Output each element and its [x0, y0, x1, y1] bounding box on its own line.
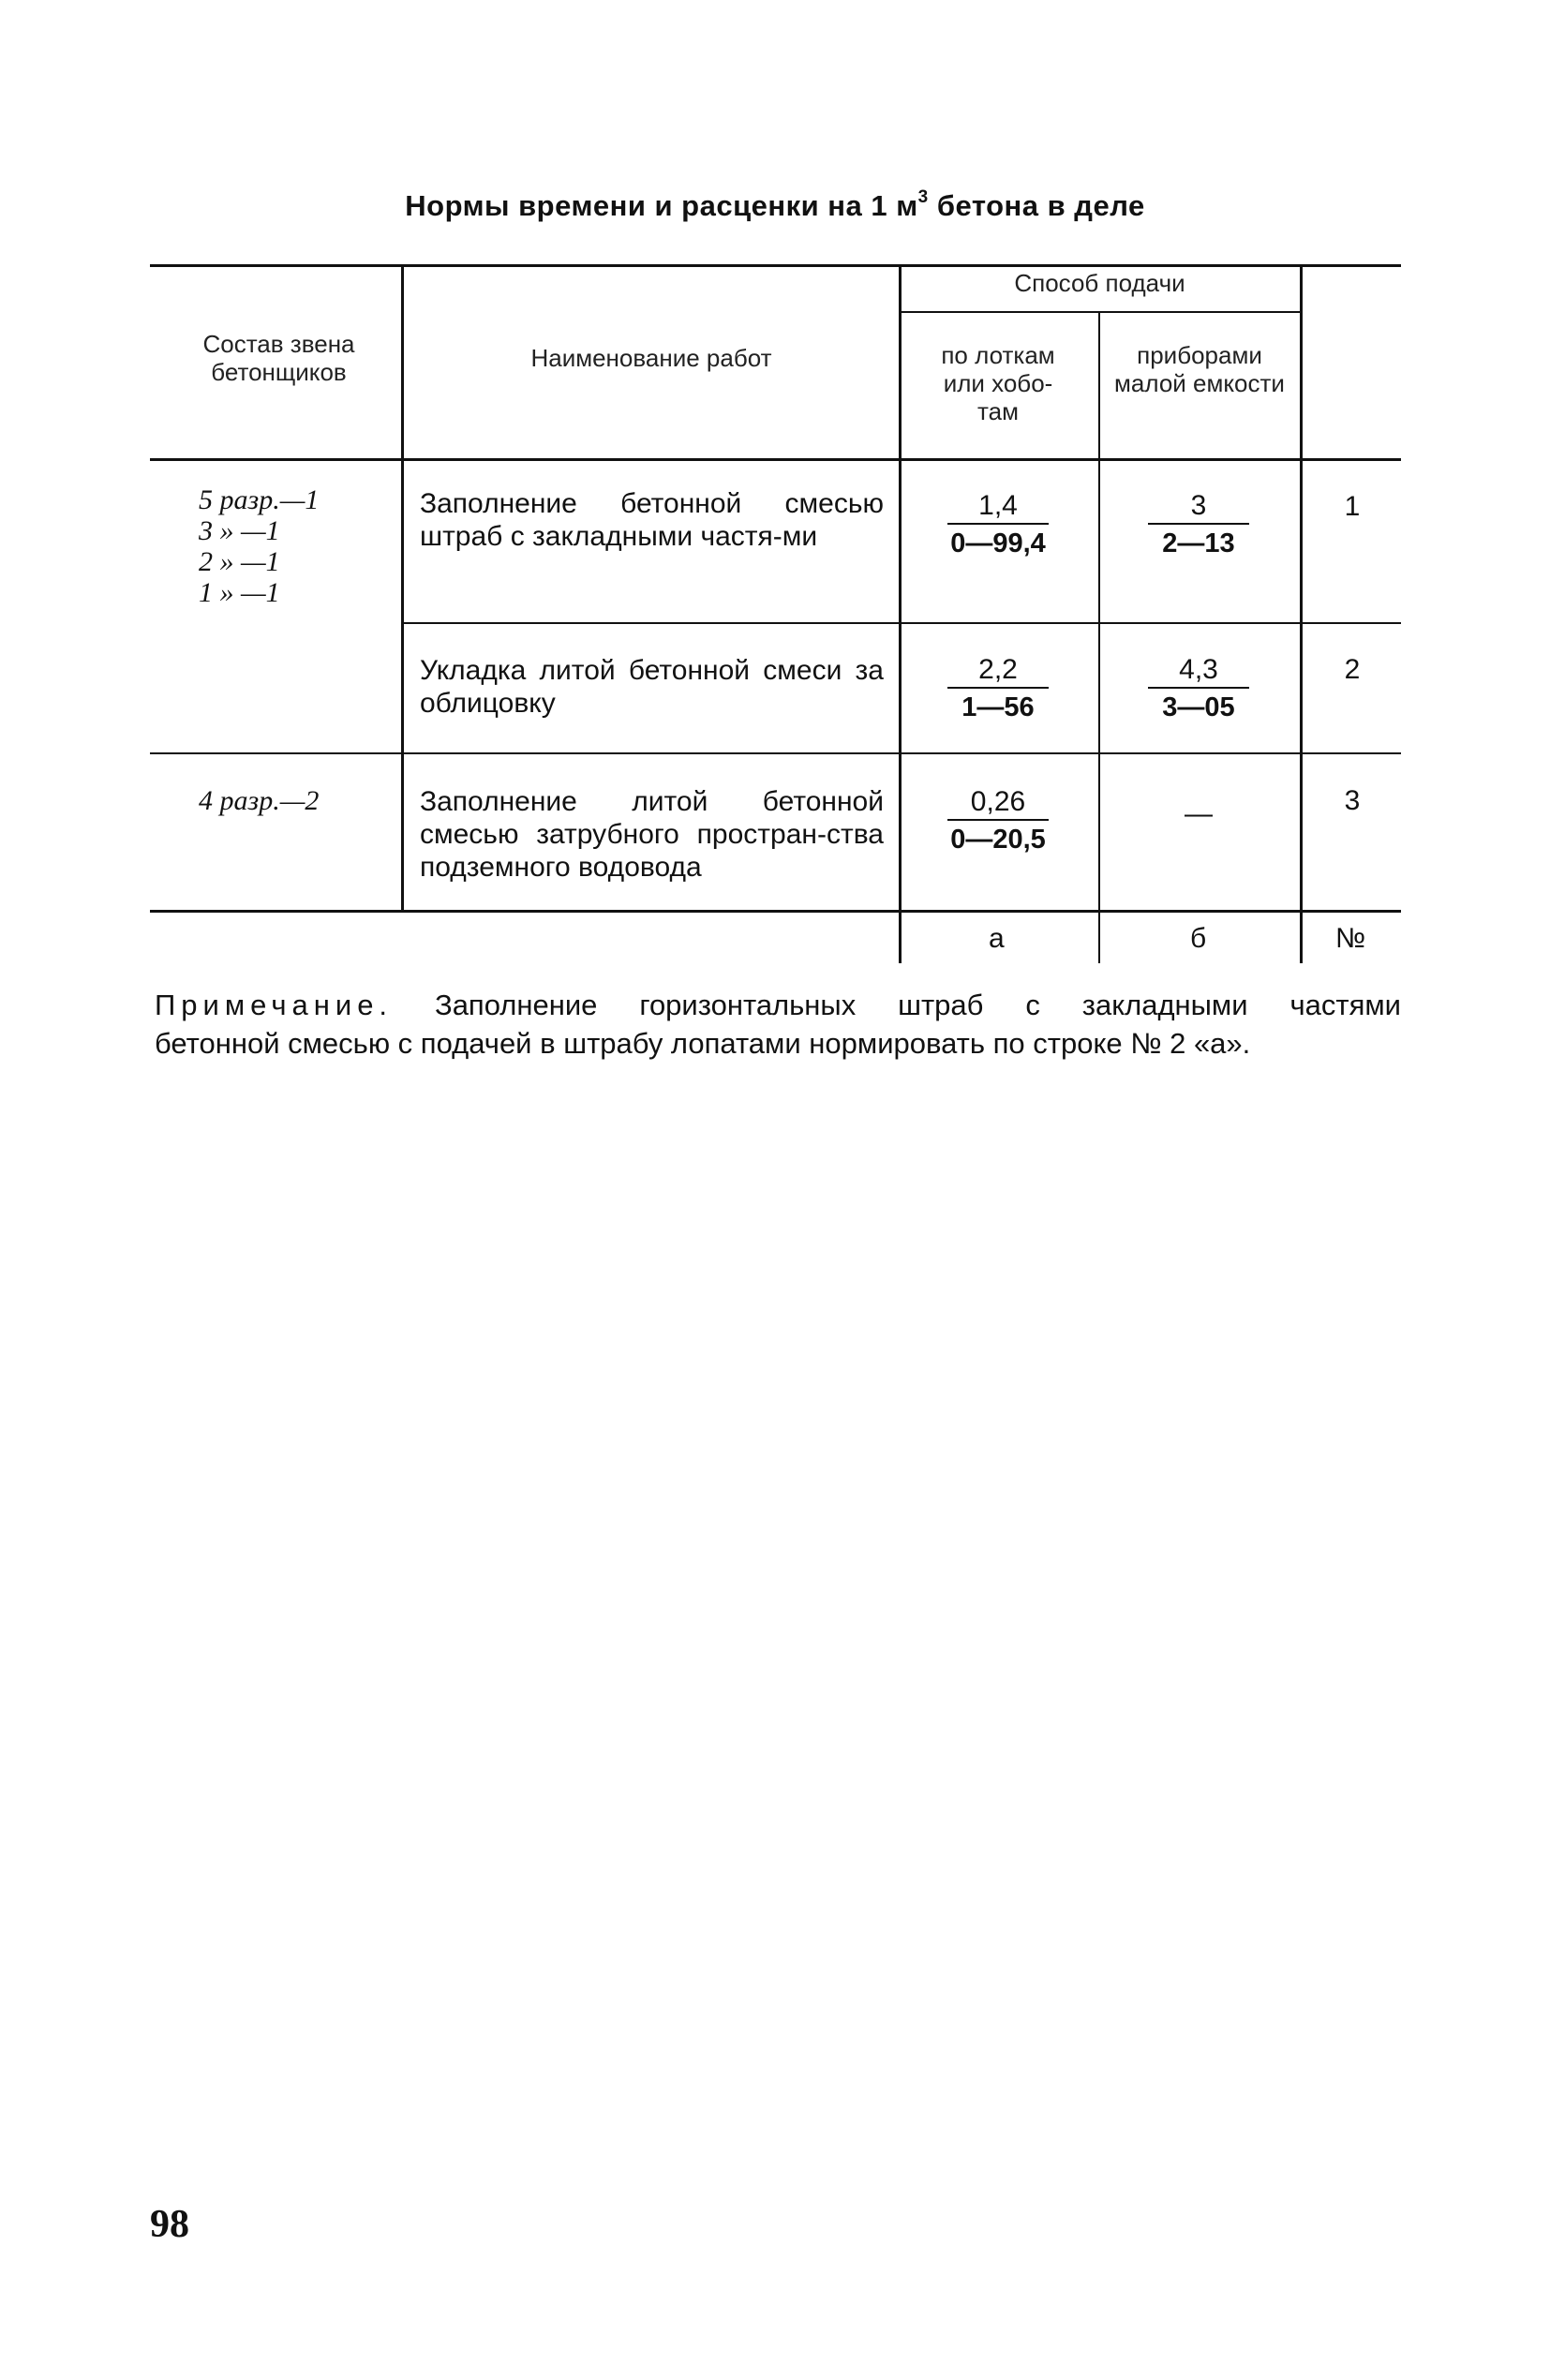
- col-divider-num: [1300, 264, 1303, 963]
- title-tail: бетона в деле: [928, 189, 1145, 222]
- crew-line: 4 разр.—2: [199, 785, 320, 816]
- title-superscript: 3: [917, 187, 929, 207]
- norm-value: 4,3: [1148, 653, 1249, 689]
- footer-col-a: а: [989, 923, 1005, 954]
- norm-value: 3: [1148, 489, 1249, 525]
- note-line-2: бетонной смесью с подачей в штрабу лопатами нормировать по строке № 2 «а».: [155, 1027, 1251, 1060]
- header-col-a: по лоткам или хобо-там: [941, 341, 1055, 425]
- page-number: 98: [150, 2203, 189, 2246]
- row1-number: 1: [1344, 491, 1361, 522]
- header-col-b: приборами малой емкости: [1114, 341, 1285, 397]
- row1-col-b-value: [1100, 489, 1297, 562]
- row2-work-name: Укладка литой бетонной смеси за облицовку: [420, 655, 884, 719]
- method-underline: [900, 311, 1301, 313]
- price-value: 1—56: [961, 692, 1035, 722]
- row3-col-a-value: [900, 785, 1096, 858]
- norm-value: 2,2: [947, 653, 1049, 689]
- header-supply-method: Способ подачи: [1014, 269, 1185, 297]
- row2-col-b-value: [1100, 653, 1297, 726]
- row1-bottom-rule: [403, 622, 1401, 624]
- row3-work-name: Заполнение литой бетонной смесью затрубного простран-ства подземного водовода: [420, 786, 884, 883]
- table-bottom-rule: [150, 910, 1401, 913]
- footer-col-num: №: [1335, 923, 1366, 954]
- table-top-rule: [150, 264, 1401, 267]
- crew-line: 5 разр.—1: [199, 484, 320, 515]
- price-value: 2—13: [1162, 528, 1235, 558]
- row1-col-a-value: [900, 489, 1096, 562]
- note-text-1: Заполнение горизонтальных штраб с закладными частями: [434, 989, 1401, 1021]
- footer-col-b: б: [1190, 923, 1207, 954]
- row2-col-a-value: [900, 653, 1096, 726]
- row1-work-name: Заполнение бетонной смесью штраб с закладными частя-ми: [420, 488, 884, 552]
- price-value: 0—99,4: [950, 528, 1046, 558]
- header-work-name: Наименование работ: [530, 344, 772, 372]
- col-divider-a-b: [1098, 311, 1100, 963]
- note-label: Примечание.: [155, 989, 394, 1021]
- row2-number: 2: [1344, 654, 1361, 685]
- col-divider-work: [899, 264, 902, 963]
- row2-bottom-rule: [150, 752, 1401, 754]
- header-crew: Состав звена бетонщиков: [202, 330, 355, 386]
- row3-number: 3: [1344, 785, 1361, 816]
- row3-col-b-dash: —: [1185, 798, 1213, 829]
- row3-crew: [199, 785, 395, 816]
- row1-crew: [199, 484, 377, 608]
- price-value: 3—05: [1162, 692, 1235, 722]
- price-value: 0—20,5: [950, 825, 1046, 855]
- table-title: [0, 187, 1550, 223]
- col-divider-crew: [401, 264, 404, 913]
- note-line-1: [155, 986, 1401, 1024]
- header-bottom-rule: [150, 458, 1401, 461]
- crew-line: 1 » —1: [199, 577, 280, 608]
- norm-value: 0,26: [947, 785, 1049, 821]
- crew-line: 2 » —1: [199, 546, 280, 577]
- crew-line: 3 » —1: [199, 515, 280, 546]
- title-text: Нормы времени и расценки на 1 м: [405, 189, 918, 222]
- norm-value: 1,4: [947, 489, 1049, 525]
